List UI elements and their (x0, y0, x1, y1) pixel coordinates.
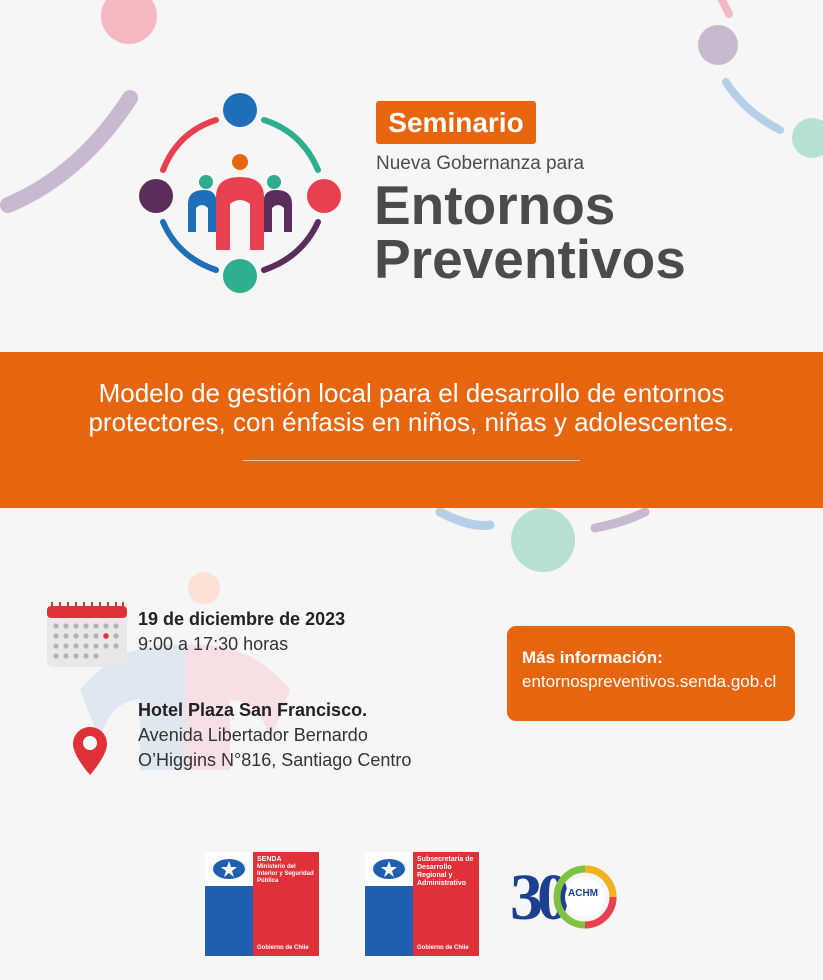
seminar-badge: Seminario (376, 101, 536, 144)
more-info-box (507, 626, 795, 721)
event-time: 9:00 a 17:30 horas (138, 634, 289, 654)
page-subtitle: Nueva Gobernanza para (376, 153, 585, 174)
title-line-2: Preventivos (374, 228, 686, 290)
senda-name: SENDA Ministerio del Interior y Seguridad Pública (257, 856, 317, 885)
chile-coat-of-arms-icon (369, 855, 409, 883)
band-line-2: protectores, con énfasis en niños, niñas y adolescentes. (88, 407, 735, 437)
more-info-link[interactable]: entornospreventivos.senda.gob.cl (522, 672, 777, 691)
subdere-logo (365, 852, 479, 956)
senda-gov-footer: Gobierno de Chile (257, 945, 309, 951)
event-venue: Hotel Plaza San Francisco. (138, 700, 368, 720)
band-divider (243, 460, 580, 461)
people-circle-logo-icon (138, 92, 343, 297)
senda-ministry: Ministerio del Interior y Seguridad Pública (257, 864, 314, 884)
achm-number: 30 (510, 861, 564, 934)
event-address-line-1: Avenida Libertador Bernardo (138, 725, 368, 745)
achm-30-logo (510, 856, 620, 948)
achm-text: ACHM (568, 888, 598, 899)
title-line-1: Entornos (374, 174, 616, 236)
event-address-line-2: O’Higgins N°816, Santiago Centro (138, 750, 412, 770)
more-info-title: Más información: (522, 648, 663, 667)
band-description (40, 379, 783, 437)
subdere-name: Subsecretaría de Desarrollo Regional y Administrativo (417, 856, 474, 887)
description-band (0, 352, 823, 508)
subdere-gov-footer: Gobierno de Chile (417, 945, 469, 951)
location-pin-icon (72, 726, 108, 776)
page-title (374, 174, 686, 290)
chile-coat-of-arms-icon (209, 855, 249, 883)
senda-logo (205, 852, 319, 956)
calendar-icon (46, 602, 128, 668)
event-date: 19 de diciembre de 2023 (138, 609, 346, 629)
band-line-1: Modelo de gestión local para el desarrollo de entornos (98, 378, 725, 408)
